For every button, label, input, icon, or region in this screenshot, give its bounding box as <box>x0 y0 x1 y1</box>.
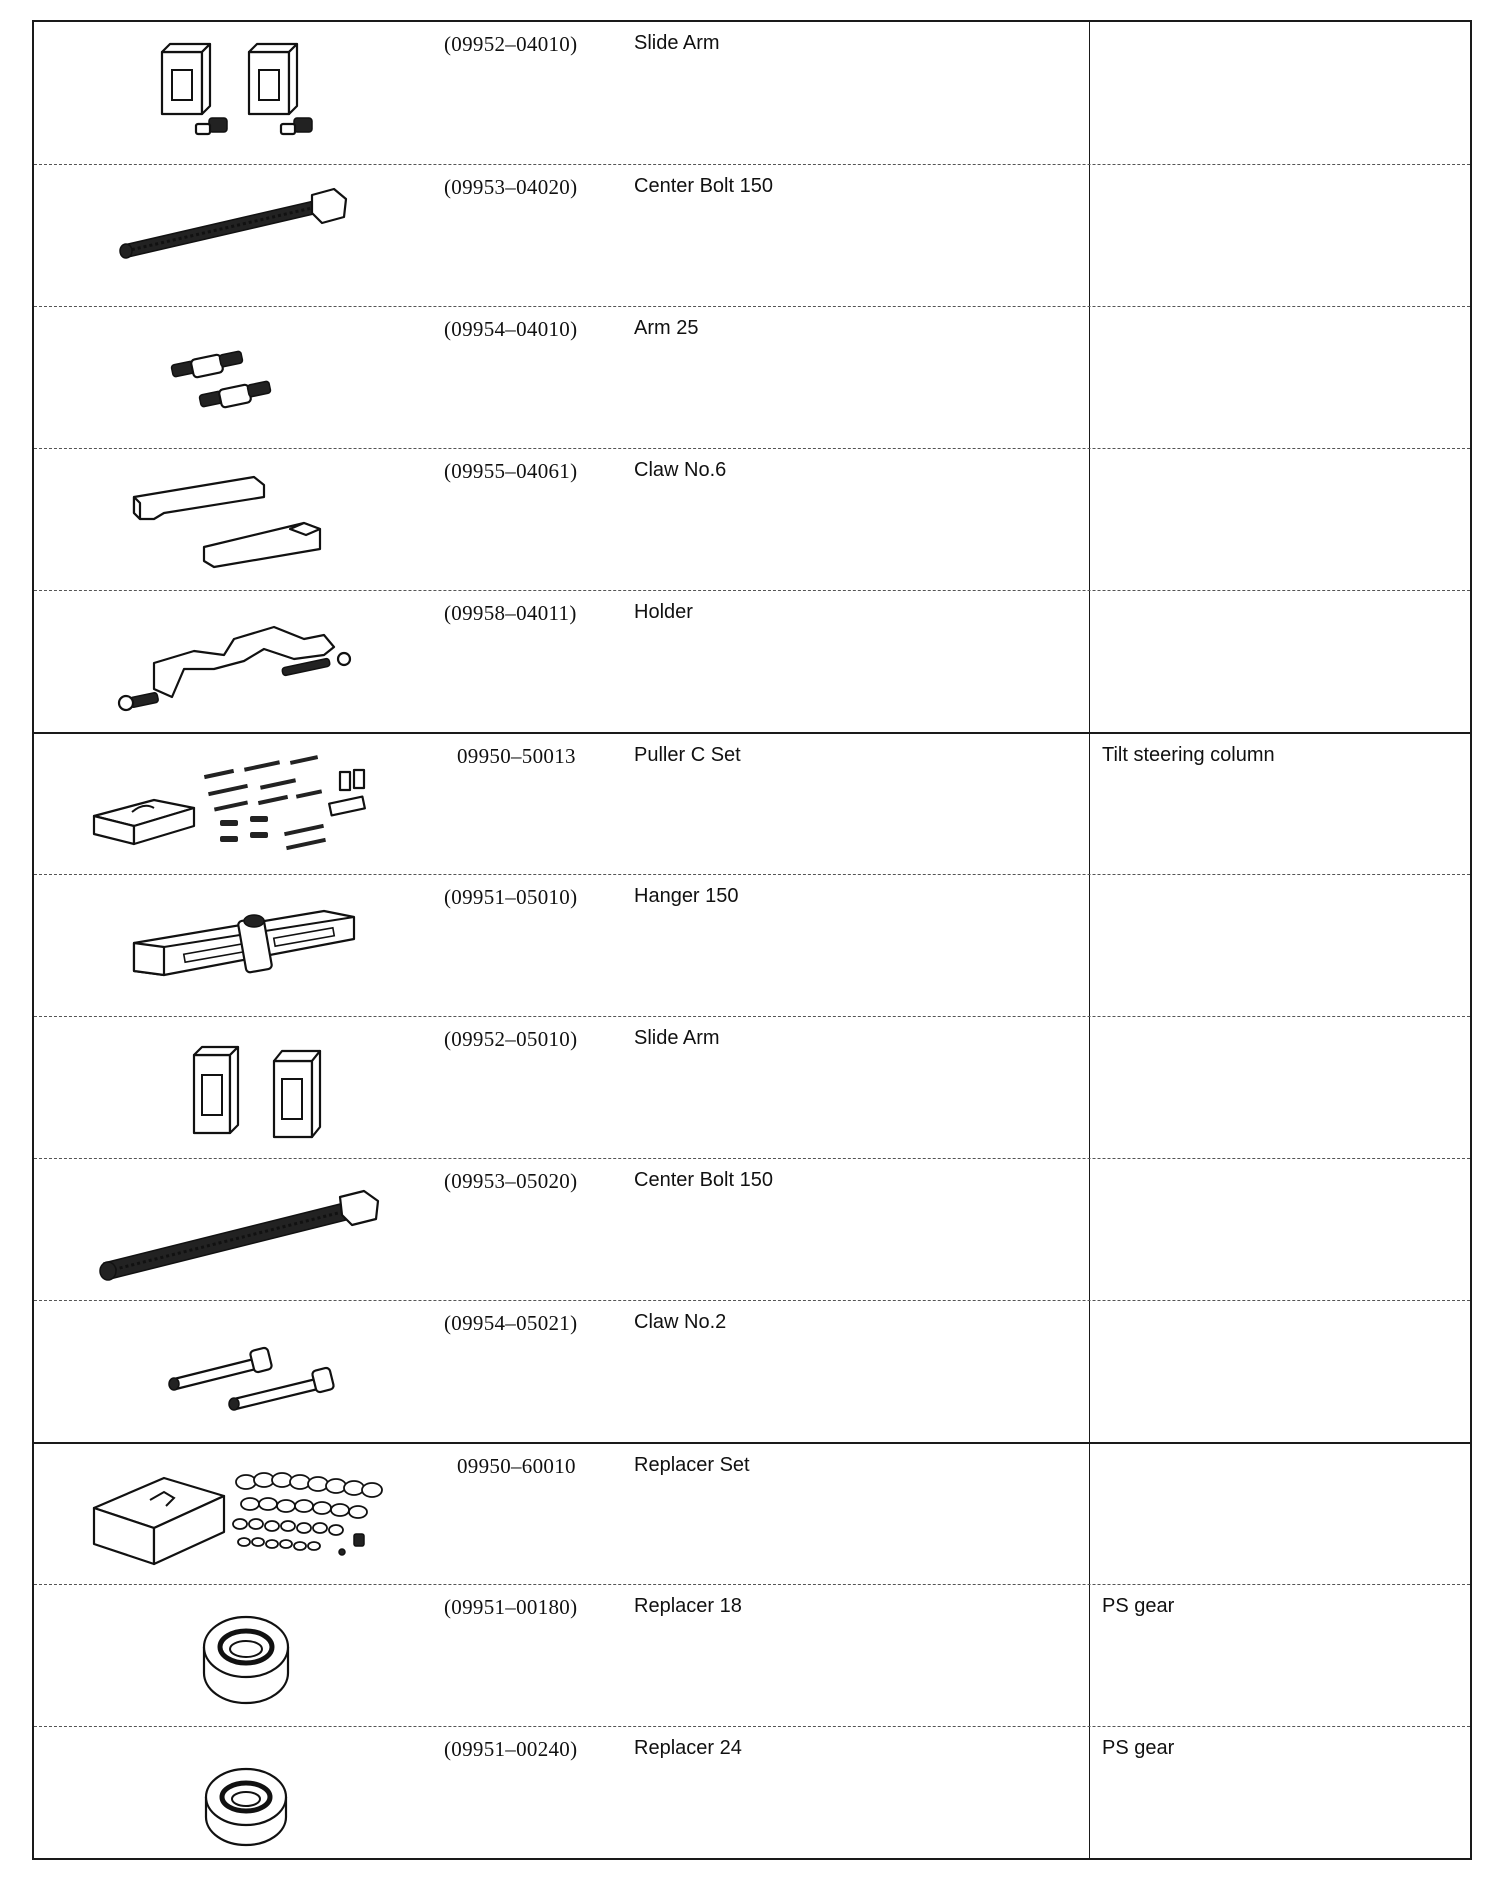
part-number: (09952–05010) <box>444 1027 578 1051</box>
replacer-ring-icon <box>54 1593 444 1717</box>
replacer-ring-icon <box>54 1735 444 1859</box>
tool-name: Claw No.6 <box>634 459 727 481</box>
slide-arm-icon <box>54 30 444 154</box>
tool-name: Replacer 18 <box>634 1595 742 1617</box>
tool-name: Holder <box>634 601 693 623</box>
part-number: (09952–04010) <box>444 32 578 56</box>
tool-name: Arm 25 <box>634 317 699 339</box>
holder-icon <box>54 599 444 723</box>
tool-name: Puller C Set <box>634 744 741 766</box>
part-number: (09955–04061) <box>444 459 578 483</box>
table-row <box>34 590 1470 732</box>
table-row <box>34 1442 1470 1584</box>
table-row <box>34 732 1470 874</box>
tool-name: Replacer 24 <box>634 1737 742 1759</box>
tool-name: Slide Arm <box>634 32 720 54</box>
tool-usage: Tilt steering column <box>1102 744 1275 766</box>
part-number: (09953–05020) <box>444 1169 578 1193</box>
table-row <box>34 164 1470 306</box>
part-number: (09953–04020) <box>444 175 578 199</box>
claw-icon <box>54 457 444 581</box>
tool-usage: PS gear <box>1102 1737 1175 1759</box>
part-number: (09954–04010) <box>444 317 578 341</box>
table-row <box>34 1158 1470 1300</box>
tool-table <box>32 20 1472 1860</box>
slide-arm-icon <box>54 1025 444 1149</box>
table-row <box>34 22 1470 164</box>
table-row <box>34 1584 1470 1726</box>
table-row <box>34 448 1470 590</box>
part-number: (09951–00240) <box>444 1737 578 1761</box>
table-row <box>34 1300 1470 1442</box>
puller-set-icon <box>54 742 444 866</box>
part-number: (09958–04011) <box>444 601 577 625</box>
arm-icon <box>54 315 444 439</box>
table-row <box>34 1016 1470 1158</box>
table-row <box>34 874 1470 1016</box>
table-row <box>34 1726 1470 1858</box>
part-number: (09951–00180) <box>444 1595 578 1619</box>
tool-name: Center Bolt 150 <box>634 175 773 197</box>
tool-name: Claw No.2 <box>634 1311 727 1333</box>
replacer-set-icon <box>54 1452 444 1576</box>
tool-usage: PS gear <box>1102 1595 1175 1617</box>
part-number: (09951–05010) <box>444 885 578 909</box>
part-number: 09950–50013 <box>457 744 576 768</box>
part-number: (09954–05021) <box>444 1311 578 1335</box>
center-bolt-icon <box>54 173 444 297</box>
claw-bolt-icon <box>54 1309 444 1433</box>
tool-name: Slide Arm <box>634 1027 720 1049</box>
tool-name: Center Bolt 150 <box>634 1169 773 1191</box>
hanger-icon <box>54 883 444 1007</box>
tool-name: Hanger 150 <box>634 885 739 907</box>
center-bolt-icon <box>54 1167 444 1291</box>
table-row <box>34 306 1470 448</box>
tool-name: Replacer Set <box>634 1454 750 1476</box>
part-number: 09950–60010 <box>457 1454 576 1478</box>
